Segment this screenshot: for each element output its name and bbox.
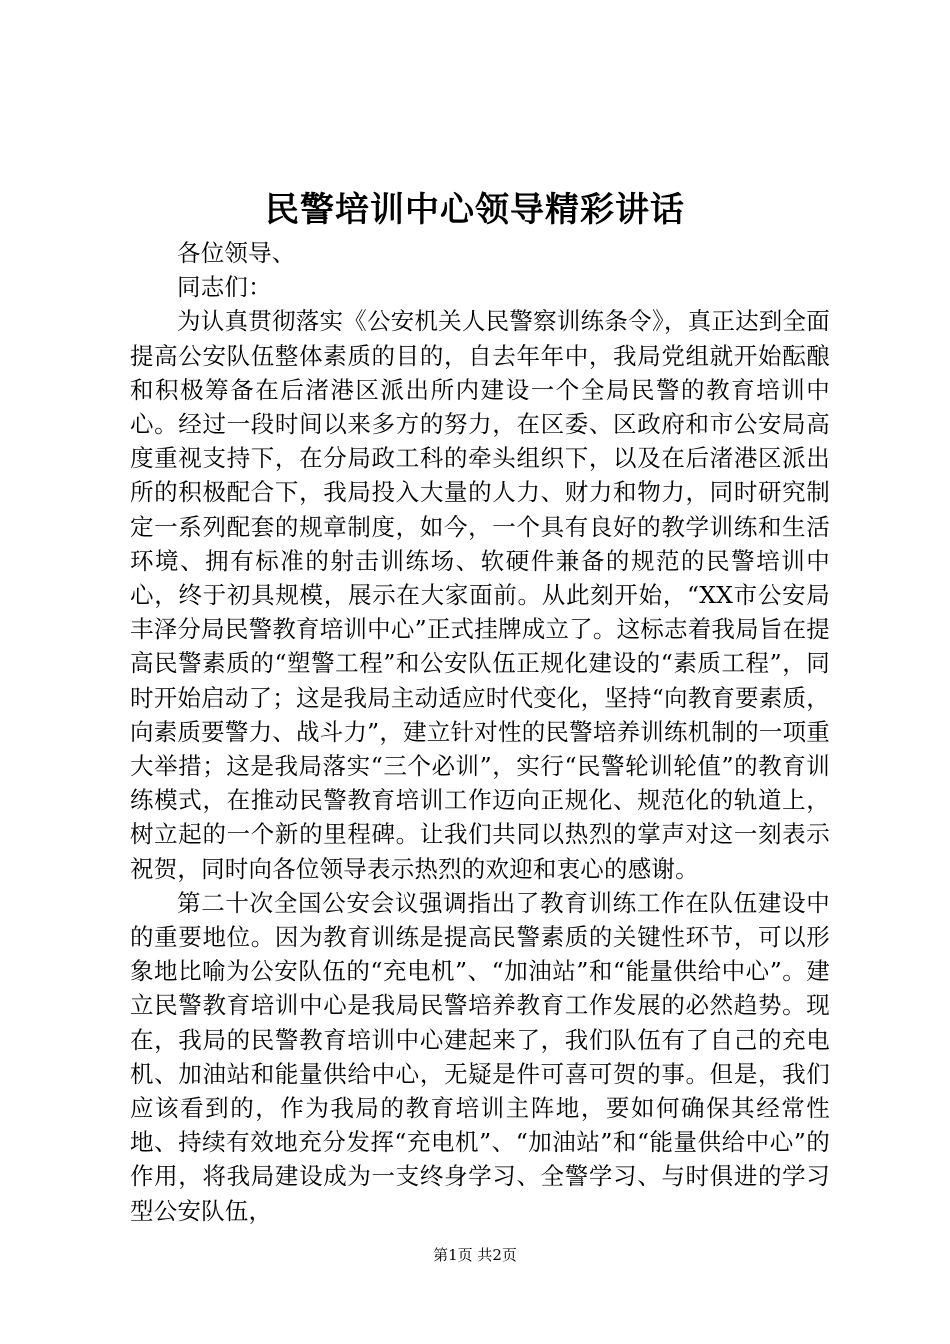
page-number: 第1页 共2页 xyxy=(433,1246,517,1264)
document-title: 民警培训中心领导精彩讲话 xyxy=(265,190,685,230)
body-paragraph: 第二十次全国公安会议强调指出了教育训练工作在队伍建设中的重要地位。因为教育训练是提高民警素质的关键性环节，可以形象地比喻为公安队伍的“充电机”、“加油站”和“能量供给中心”。建立民警教育培训中心是我局民警培养教育工作发展的必然趋势。现在，我局的民警教育培训中心建起来了，我们队伍有了自己的充电机、加油站和能量供给中心，无疑是件可喜可贺的事。但是，我们应该看到的，作为我局的教育培训主阵地，要如何确保其经常性地、持续有效地充分发挥“充电机”、“加油站”和“能量供给中心”的作用，将我局建设成为一支终身学习、全警学习、与时俱进的学习型公安队伍， xyxy=(130,888,830,1225)
body-paragraph: 为认真贯彻落实《公安机关人民警察训练条令》，真正达到全面提高公安队伍整体素质的目的，自去年年中，我局党组就开始酝酿和积极筹备在后渚港区派出所内建设一个全局民警的教育培训中心。经过一段时间以来多方的努力，在区委、区政府和市公安局高度重视支持下，在分局政工科的牵头组织下，以及在后渚港区派出所的积极配合下，我局投入大量的人力、财力和物力，同时研究制定一系列配套的规章制度，如今，一个具有良好的教学训练和生活环境、拥有标准的射击训练场、软硬件兼备的规范的民警培训中心，终于初具规模，展示在大家面前。从此刻开始，“XX市公安局丰泽分局民警教育培训中心”正式挂牌成立了。这标志着我局旨在提高民警素质的“塑警工程”和公安队伍正规化建设的“素质工程”，同时开始启动了；这是我局主动适应时代变化，坚持“向教育要素质，向素质要警力、战斗力”，建立针对性的民警培养训练机制的一项重大举措；这是我局落实“三个必训”，实行“民警轮训轮值”的教育训练模式，在推动民警教育培训工作迈向正规化、规范化的轨道上，树立起的一个新的里程碑。让我们共同以热烈的掌声对这一刻表示祝贺，同时向各位领导表示热烈的欢迎和衷心的感谢。 xyxy=(130,307,830,883)
document-body xyxy=(130,236,830,1228)
salutation-line: 各位领导、 xyxy=(177,239,296,267)
salutation-line: 同志们： xyxy=(177,273,272,302)
